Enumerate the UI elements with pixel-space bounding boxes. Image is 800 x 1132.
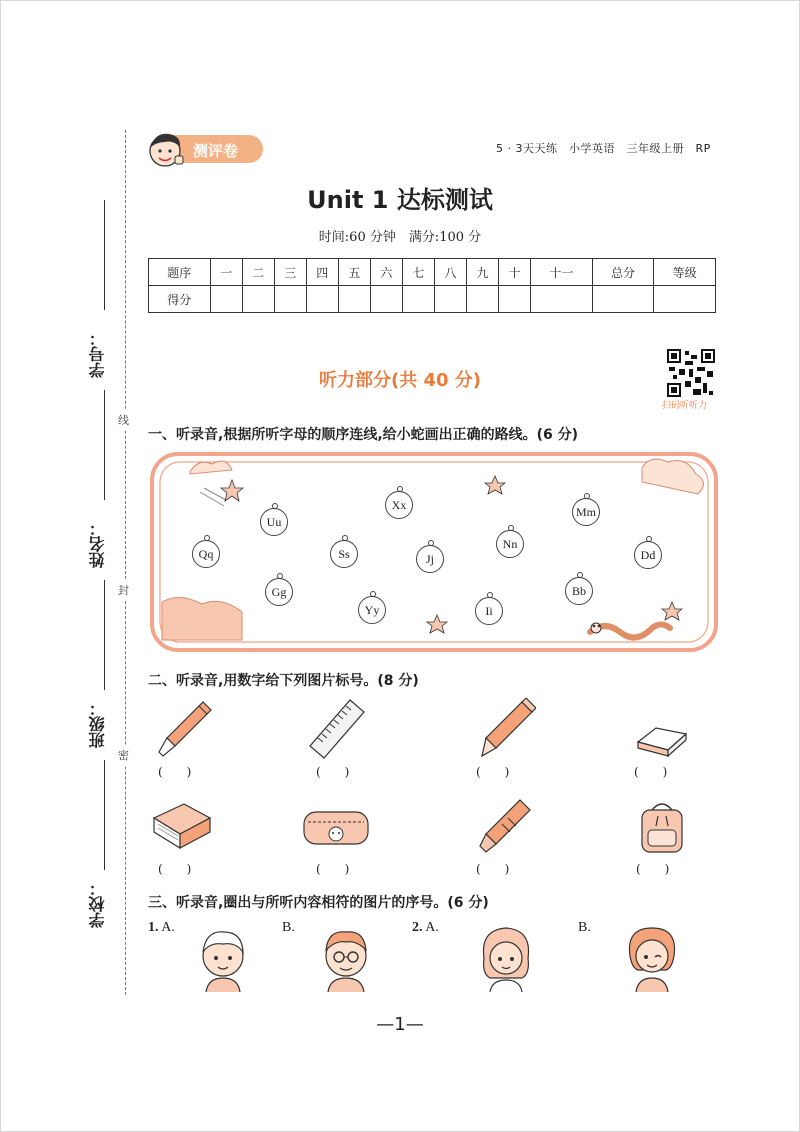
q3-item-2-number: 2. [412,920,423,935]
series-info: 5 · 3天天练 小学英语 三年级上册 RP [496,142,711,155]
cut-line [125,130,126,995]
q3-title: 三、听录音,圈出与所听内容相符的图片的序号。(6 分) [148,895,489,911]
score-cell[interactable] [499,286,531,313]
student-number-line [104,200,105,310]
option-b-label: B. [282,920,295,935]
header-cell: 等级 [654,259,716,286]
q2-title: 二、听录音,用数字给下列图片标号。(8 分) [148,673,419,689]
header-cell: 总分 [592,259,654,286]
header-cell: 八 [434,259,466,286]
score-cell[interactable] [210,286,242,313]
letter-jj[interactable]: Jj [416,545,444,573]
student-number-label: 学号： [88,330,107,378]
book-icon [150,800,214,852]
header-cell: 三 [274,259,306,286]
cut-word-xian: 线 [118,410,129,430]
header-cell: 题序 [149,259,211,286]
score-cell[interactable] [370,286,402,313]
score-cell[interactable] [654,286,716,313]
header-cell: 五 [338,259,370,286]
score-cell[interactable] [338,286,370,313]
q3-item-2-a[interactable] [412,920,439,936]
qr-label: 扫码听听力 [662,401,708,411]
pencil-icon [478,698,536,760]
crayon-icon [478,796,536,858]
letter-yy[interactable]: Yy [358,596,386,624]
cut-word-mi: 密 [118,745,129,765]
q3-item-1-a[interactable] [148,920,175,936]
man-with-glasses-icon [318,924,374,992]
header-cell: 十一 [531,259,593,286]
score-table [148,258,716,313]
letter-qq[interactable]: Qq [192,540,220,568]
letter-ii[interactable]: Ii [475,597,503,625]
header-cell: 十 [499,259,531,286]
score-table-header-row [149,259,716,286]
letter-maze-frame [150,452,718,652]
q3-item-1-number: 1. [148,920,159,935]
score-cell[interactable] [402,286,434,313]
woman-winking-icon [624,924,680,992]
score-cell[interactable] [592,286,654,313]
letter-bb[interactable]: Bb [565,577,593,605]
letter-xx[interactable]: Xx [385,491,413,519]
score-table-score-row [149,286,716,313]
letter-gg[interactable]: Gg [265,578,293,606]
answer-blank[interactable]: ( ) [636,862,670,876]
pencil-box-icon [300,808,372,848]
header-cell: 九 [466,259,498,286]
qr-code-icon[interactable] [667,349,715,397]
score-cell[interactable] [274,286,306,313]
page-number: —1— [376,1014,424,1035]
fountain-pen-icon [155,698,213,760]
time-score-info: 时间:60 分钟 满分:100 分 [318,230,482,245]
school-label: 学校： [88,880,107,928]
cut-word-feng: 封 [118,580,129,600]
option-a-label: A. [161,920,175,935]
header-cell: 七 [402,259,434,286]
badge-label: 测评卷 [193,142,239,160]
letter-uu[interactable]: Uu [260,508,288,536]
header-cell: 四 [306,259,338,286]
letter-nn[interactable]: Nn [496,530,524,558]
eraser-icon [636,724,688,758]
letter-dd[interactable]: Dd [634,541,662,569]
name-line [104,390,105,500]
class-line [104,580,105,690]
header-cell: 二 [242,259,274,286]
listening-section-title: 听力部分(共 40 分) [318,370,482,391]
ruler-icon [308,698,366,760]
score-cell[interactable] [466,286,498,313]
letter-ss[interactable]: Ss [330,540,358,568]
boy-mascot-icon [145,130,189,170]
answer-blank[interactable]: ( ) [476,765,510,779]
class-label: 班级： [88,700,107,748]
header-cell: 六 [370,259,402,286]
option-a-label: A. [425,920,439,935]
score-cell[interactable] [242,286,274,313]
answer-blank[interactable]: ( ) [476,862,510,876]
page-title: Unit 1 达标测试 [307,186,493,214]
boy-face-icon [196,924,250,992]
q3-item-2-b[interactable] [578,920,591,936]
girl-face-icon [478,924,534,992]
score-row-label: 得分 [149,286,211,313]
school-bag-icon [634,796,690,856]
name-label: 姓名： [88,520,107,568]
score-cell[interactable] [531,286,593,313]
answer-blank[interactable]: ( ) [634,765,668,779]
answer-blank[interactable]: ( ) [158,765,192,779]
score-cell[interactable] [306,286,338,313]
letter-mm[interactable]: Mm [572,498,600,526]
answer-blank[interactable]: ( ) [316,765,350,779]
q3-item-1-b[interactable] [282,920,295,936]
test-badge [145,130,263,166]
q1-title: 一、听录音,根据所听字母的顺序连线,给小蛇画出正确的路线。(6 分) [148,427,579,443]
answer-blank[interactable]: ( ) [316,862,350,876]
school-line [104,760,105,870]
option-b-label: B. [578,920,591,935]
header-cell: 一 [210,259,242,286]
answer-blank[interactable]: ( ) [158,862,192,876]
score-cell[interactable] [434,286,466,313]
